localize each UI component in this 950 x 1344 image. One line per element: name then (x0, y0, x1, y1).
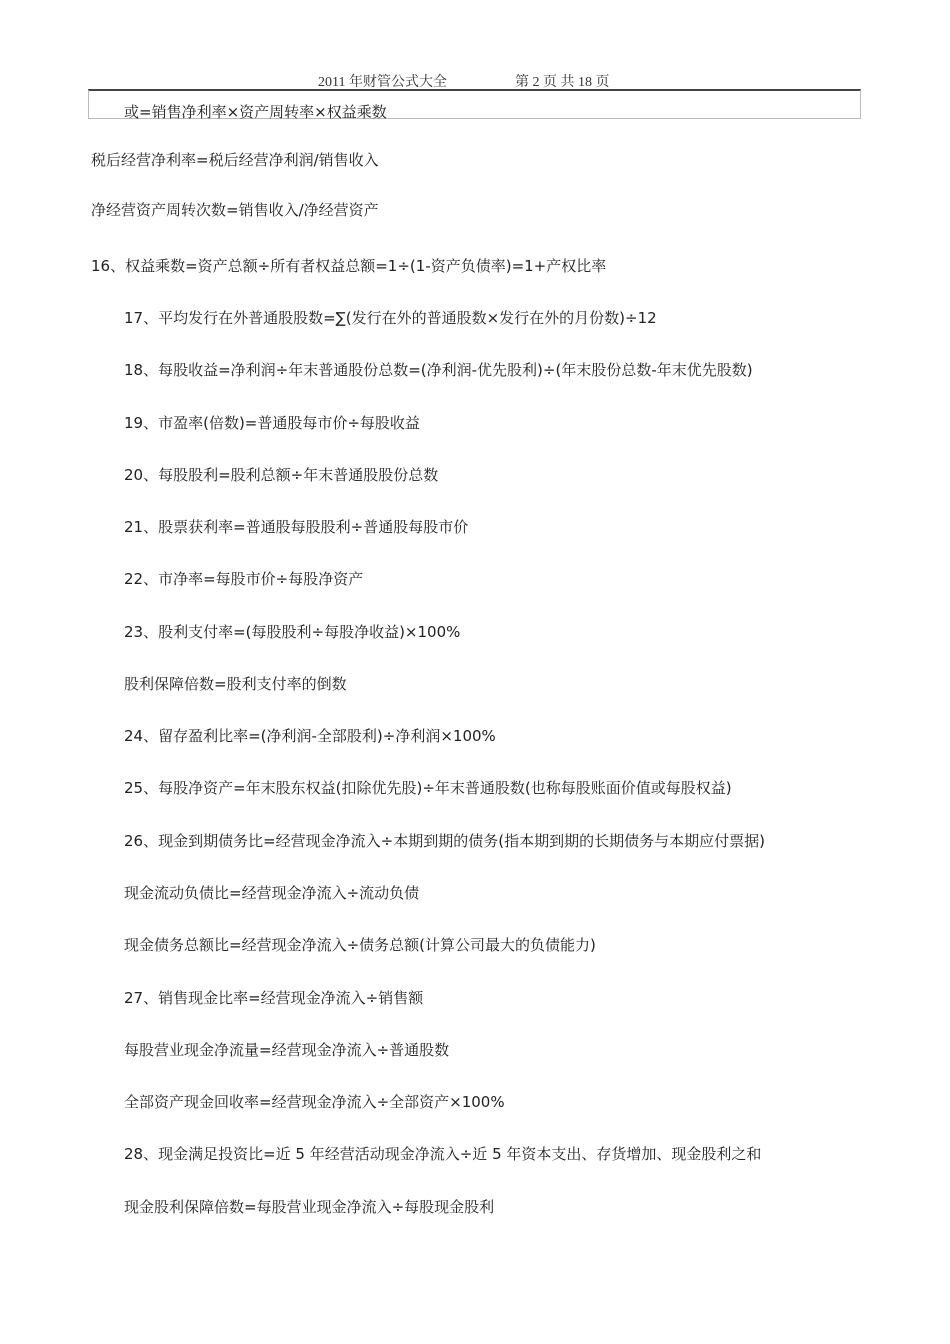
formula-line: 24、留存盈利比率=(净利润-全部股利)÷净利润×100% (124, 727, 496, 745)
formula-line: 股利保障倍数=股利支付率的倒数 (124, 675, 347, 693)
formula-line: 或=销售净利率×资产周转率×权益乘数 (124, 103, 387, 121)
formula-line: 17、平均发行在外普通股股数=∑(发行在外的普通股数×发行在外的月份数)÷12 (124, 309, 657, 327)
formula-line: 18、每股收益=净利润÷年末普通股份总数=(净利润-优先股利)÷(年末股份总数-年末优先股数) (124, 361, 753, 379)
page-number: 第 2 页 共 18 页 (515, 75, 610, 90)
formula-line: 23、股利支付率=(每股股利÷每股净收益)×100% (124, 623, 461, 641)
formula-line: 21、股票获利率=普通股每股股利÷普通股每股市价 (124, 518, 469, 536)
formula-line: 现金债务总额比=经营现金净流入÷债务总额(计算公司最大的负债能力) (124, 936, 596, 954)
formula-line: 26、现金到期债务比=经营现金净流入÷本期到期的债务(指本期到期的长期债务与本期应付票据) (124, 832, 765, 850)
page-header (0, 70, 950, 90)
document-title: 2011 年财管公式大全 (318, 75, 447, 90)
formula-line: 28、现金满足投资比=近 5 年经营活动现金净流入÷近 5 年资本支出、存货增加、现金股利之和 (124, 1145, 762, 1163)
formula-line: 22、市净率=每股市价÷每股净资产 (124, 570, 364, 588)
formula-line: 全部资产现金回收率=经营现金净流入÷全部资产×100% (124, 1093, 505, 1111)
formula-line: 16、权益乘数=资产总额÷所有者权益总额=1÷(1-资产负债率)=1+产权比率 (91, 257, 607, 275)
formula-line: 税后经营净利率=税后经营净利润/销售收入 (91, 151, 379, 169)
formula-line: 27、销售现金比率=经营现金净流入÷销售额 (124, 989, 424, 1007)
formula-line: 每股营业现金净流量=经营现金净流入÷普通股数 (124, 1041, 450, 1059)
formula-line: 净经营资产周转次数=销售收入/净经营资产 (91, 201, 379, 219)
formula-line: 现金流动负债比=经营现金净流入÷流动负债 (124, 884, 420, 902)
formula-line: 20、每股股利=股利总额÷年末普通股股份总数 (124, 466, 439, 484)
formula-line: 25、每股净资产=年末股东权益(扣除优先股)÷年末普通股数(也称每股账面价值或每股权益) (124, 779, 732, 797)
formula-line: 现金股利保障倍数=每股营业现金净流入÷每股现金股利 (124, 1198, 495, 1216)
formula-line: 19、市盈率(倍数)=普通股每市价÷每股收益 (124, 414, 420, 432)
